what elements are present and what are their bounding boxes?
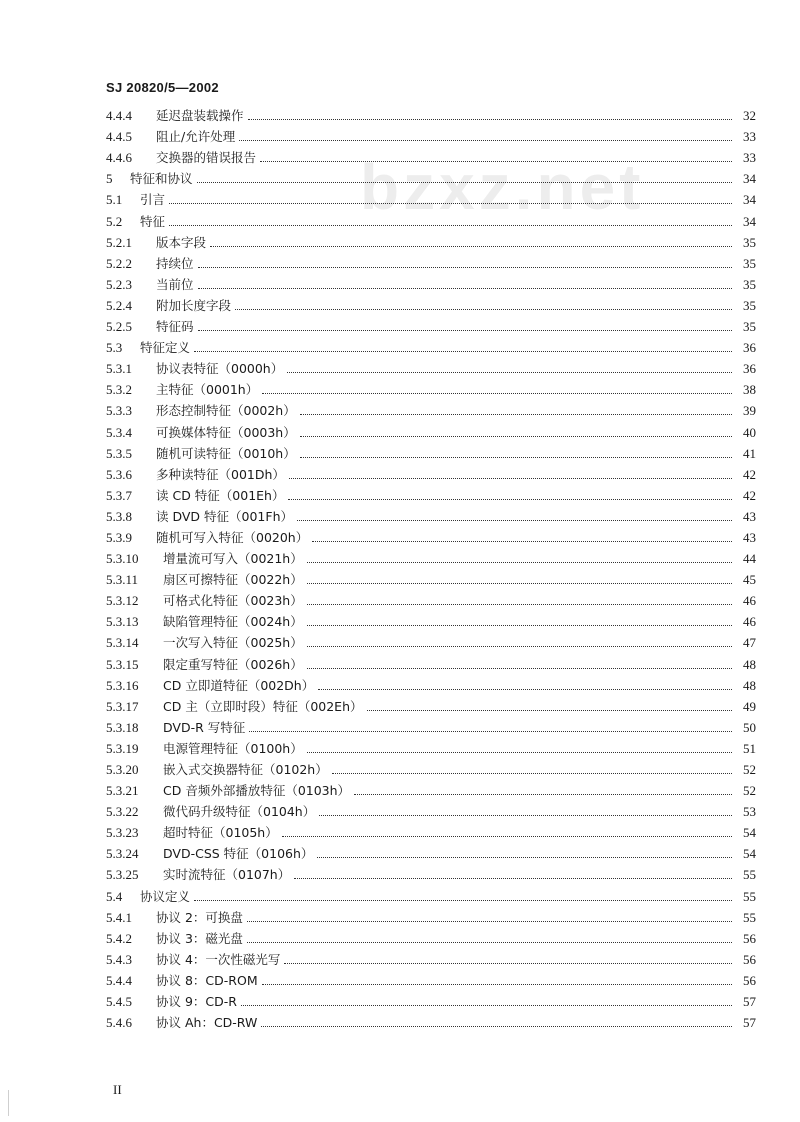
toc-entry-number: 5.2 [106, 213, 123, 229]
toc-entry-page: 48 [743, 677, 756, 693]
toc-entry-page: 55 [743, 888, 756, 904]
toc-entry-title: 版本字段 [156, 234, 207, 250]
toc-dot-leader [247, 942, 732, 943]
toc-entry[interactable] [106, 715, 756, 736]
toc-entry-number: 5.3.22 [106, 804, 139, 820]
toc-entry-page: 32 [743, 108, 756, 124]
toc-entry-number: 5.3.3 [106, 403, 132, 419]
toc-entry[interactable] [106, 694, 756, 715]
toc-dot-leader [318, 689, 732, 690]
toc-dot-leader [235, 309, 732, 310]
scan-edge-mark [8, 1090, 9, 1116]
toc-entry-title: 协议定义 [140, 888, 191, 904]
toc-dot-leader [289, 478, 732, 479]
toc-entry[interactable] [106, 546, 756, 567]
toc-entry-number: 5.3.2 [106, 382, 132, 398]
toc-entry-title: 主特征（0001h） [156, 382, 259, 398]
toc-dot-leader [210, 246, 732, 247]
toc-entry-number: 5.4 [106, 888, 123, 904]
toc-entry-page: 43 [743, 529, 756, 545]
toc-entry-title: 当前位 [156, 276, 194, 292]
toc-dot-leader [241, 1005, 732, 1006]
toc-entry-page: 56 [743, 972, 756, 988]
toc-dot-leader [319, 815, 732, 816]
toc-entry-title: 形态控制特征（0002h） [156, 403, 296, 419]
toc-entry-page: 52 [743, 762, 756, 777]
toc-entry-number: 5.3.9 [106, 529, 132, 545]
toc-entry[interactable] [106, 905, 756, 926]
toc-entry[interactable] [106, 398, 756, 419]
toc-entry[interactable] [106, 778, 756, 799]
toc-entry-number: 5.3.17 [106, 698, 139, 714]
toc-entry-page: 49 [743, 698, 756, 714]
toc-entry-number: 5.3.18 [106, 719, 139, 735]
toc-dot-leader [282, 836, 732, 837]
toc-entry-title: 实时流特征（0107h） [163, 867, 291, 883]
toc-entry-page: 44 [743, 551, 756, 567]
toc-entry[interactable] [106, 567, 756, 588]
toc-entry[interactable] [106, 757, 756, 778]
toc-dot-leader [239, 140, 732, 141]
toc-entry-page: 46 [743, 593, 756, 609]
toc-entry-title: 限定重写特征（0026h） [163, 656, 303, 672]
toc-entry[interactable] [106, 651, 756, 672]
toc-entry-title: 可换媒体特征（0003h） [156, 424, 296, 440]
toc-entry-title: 协议 3：磁光盘 [156, 930, 243, 946]
toc-entry[interactable] [106, 525, 756, 546]
toc-entry-page: 34 [743, 192, 756, 208]
toc-entry-title: 协议 9：CD-R [156, 994, 237, 1010]
toc-entry-title: 多种读特征（001Dh） [156, 466, 285, 482]
toc-entry-page: 48 [743, 656, 756, 672]
toc-entry[interactable] [106, 862, 756, 883]
toc-entry-title: 协议表特征（0000h） [156, 361, 284, 377]
toc-entry-number: 5.3.24 [106, 846, 139, 862]
toc-entry-number: 5.3.19 [106, 740, 139, 756]
toc-entry-page: 54 [743, 825, 756, 841]
toc-entry-title: 读 CD 特征（001Eh） [156, 487, 285, 503]
toc-entry-page: 41 [743, 445, 756, 461]
toc-entry-title: 微代码升级特征（0104h） [163, 804, 316, 820]
toc-entry[interactable] [106, 230, 756, 251]
toc-entry[interactable] [106, 926, 756, 947]
toc-dot-leader [300, 414, 732, 415]
toc-entry-number: 5.3.11 [106, 572, 139, 588]
toc-entry-number: 5.3.1 [106, 361, 132, 377]
toc-entry-title: 协议 4：一次性磁光写 [156, 951, 281, 967]
toc-entry-title: CD 立即道特征（002Dh） [163, 677, 315, 693]
toc-entry-title: 特征 [140, 213, 166, 229]
toc-entry-title: 超时特征（0105h） [163, 825, 278, 841]
toc-entry[interactable] [106, 272, 756, 293]
toc-dot-leader [284, 963, 732, 964]
toc-entry-number: 5.3.6 [106, 466, 132, 482]
toc-entry[interactable] [106, 187, 756, 208]
toc-entry[interactable] [106, 736, 756, 757]
toc-entry-page: 55 [743, 867, 756, 883]
toc-entry-page: 51 [743, 740, 756, 756]
toc-entry-number: 5.3.23 [106, 825, 139, 841]
toc-entry-page: 33 [743, 129, 756, 145]
toc-entry-title: 增量流可写入（0021h） [163, 551, 303, 567]
toc-dot-leader [248, 119, 732, 120]
toc-dot-leader [307, 752, 732, 753]
toc-entry[interactable] [106, 419, 756, 440]
toc-entry-title: 附加长度字段 [156, 297, 232, 313]
toc-dot-leader [307, 583, 732, 584]
toc-entry-number: 5.3.12 [106, 593, 139, 609]
toc-entry-page: 56 [743, 951, 756, 967]
toc-entry-number: 5.3.15 [106, 656, 139, 672]
toc-entry[interactable] [106, 293, 756, 314]
toc-entry-page: 54 [743, 846, 756, 862]
toc-entry-title: DVD-R 写特征 [163, 719, 246, 735]
toc-dot-leader [367, 710, 732, 711]
toc-entry-number: 5.3.20 [106, 762, 139, 777]
toc-entry-number: 5.4.2 [106, 930, 132, 946]
toc-entry-title: 特征码 [156, 319, 194, 335]
toc-entry-number: 5.2.1 [106, 234, 132, 250]
toc-entry-page: 34 [743, 171, 756, 187]
toc-entry-number: 4.4.4 [106, 108, 132, 124]
toc-entry-page: 57 [743, 1015, 756, 1031]
toc-entry-page: 35 [743, 297, 756, 313]
toc-entry-title: 协议 Ah：CD-RW [156, 1015, 258, 1031]
toc-entry[interactable] [106, 504, 756, 525]
toc-dot-leader [198, 288, 732, 289]
toc-entry-page: 42 [743, 466, 756, 482]
toc-dot-leader [260, 161, 732, 162]
toc-dot-leader [307, 604, 732, 605]
toc-entry-page: 45 [743, 572, 756, 588]
toc-dot-leader [354, 794, 732, 795]
toc-entry-title: 电源管理特征（0100h） [163, 740, 303, 756]
toc-entry[interactable] [106, 483, 756, 504]
toc-entry[interactable] [106, 314, 756, 335]
toc-entry-number: 5.4.3 [106, 951, 132, 967]
toc-entry-number: 5.2.5 [106, 319, 132, 335]
toc-entry-number: 5.3.13 [106, 614, 139, 630]
toc-entry[interactable] [106, 208, 756, 229]
toc-dot-leader [169, 203, 732, 204]
toc-entry-page: 46 [743, 614, 756, 630]
toc-entry[interactable] [106, 462, 756, 483]
toc-entry-title: 协议 8：CD-ROM [156, 972, 258, 988]
toc-entry[interactable] [106, 377, 756, 398]
toc-dot-leader [307, 668, 732, 669]
toc-entry-title: 读 DVD 特征（001Fh） [156, 508, 293, 524]
toc-entry-title: CD 主（立即时段）特征（002Eh） [163, 698, 363, 714]
toc-entry-page: 35 [743, 276, 756, 292]
toc-entry[interactable] [106, 820, 756, 841]
toc-entry-number: 5.2.4 [106, 297, 132, 313]
toc-entry-number: 5.1 [106, 192, 123, 208]
toc-dot-leader [312, 541, 732, 542]
toc-entry-number: 5.3.5 [106, 445, 132, 461]
toc-entry-page: 36 [743, 361, 756, 377]
toc-dot-leader [247, 921, 732, 922]
toc-dot-leader [261, 1026, 732, 1027]
toc-entry-page: 43 [743, 508, 756, 524]
toc-entry-number: 5.3.10 [106, 551, 139, 567]
toc-entry-number: 5.3.14 [106, 635, 139, 651]
toc-entry[interactable] [106, 145, 756, 166]
watermark: bzxz.net [360, 151, 645, 223]
toc-entry[interactable] [106, 166, 756, 187]
toc-entry[interactable] [106, 968, 756, 989]
toc-entry-number: 5.3.21 [106, 783, 139, 799]
toc-entry[interactable] [106, 883, 756, 904]
toc-entry[interactable] [106, 588, 756, 609]
toc-entry-page: 52 [743, 783, 756, 799]
toc-entry-number: 4.4.5 [106, 129, 132, 145]
toc-entry[interactable] [106, 989, 756, 1010]
toc-entry-title: 特征和协议 [130, 171, 193, 187]
toc-dot-leader [169, 225, 732, 226]
toc-entry[interactable] [106, 103, 756, 124]
toc-dot-leader [262, 393, 732, 394]
toc-entry[interactable] [106, 335, 756, 356]
toc-entry-number: 5 [106, 171, 113, 187]
toc-entry[interactable] [106, 947, 756, 968]
toc-entry-number: 5.3.16 [106, 677, 139, 693]
toc-dot-leader [198, 267, 732, 268]
toc-entry-number: 5.3.7 [106, 487, 132, 503]
toc-dot-leader [300, 457, 732, 458]
toc-entry[interactable] [106, 630, 756, 651]
toc-dot-leader [297, 520, 732, 521]
toc-entry-page: 33 [743, 150, 756, 166]
toc-entry-number: 5.3.4 [106, 424, 132, 440]
toc-entry-title: 嵌入式交换器特征（0102h） [163, 762, 328, 777]
toc-entry-page: 35 [743, 319, 756, 335]
toc-entry[interactable] [106, 673, 756, 694]
toc-dot-leader [300, 436, 732, 437]
toc-entry-number: 5.2.3 [106, 276, 132, 292]
toc-entry-title: 可格式化特征（0023h） [163, 593, 303, 609]
toc-entry-page: 42 [743, 487, 756, 503]
toc-entry-page: 57 [743, 994, 756, 1010]
toc-entry-number: 5.4.1 [106, 909, 132, 925]
toc-entry[interactable] [106, 1010, 756, 1031]
page-number: II [113, 1082, 122, 1097]
toc-entry-number: 5.2.2 [106, 255, 132, 271]
toc-entry-page: 34 [743, 213, 756, 229]
toc-entry-title: 随机可读特征（0010h） [156, 445, 296, 461]
toc-entry-title: DVD-CSS 特征（0106h） [163, 846, 314, 862]
table-of-contents [106, 103, 756, 1031]
toc-entry-number: 4.4.6 [106, 150, 132, 166]
toc-entry-title: 随机可写入特征（0020h） [156, 529, 309, 545]
toc-dot-leader [317, 857, 732, 858]
toc-entry-title: 一次写入特征（0025h） [163, 635, 303, 651]
toc-entry-page: 47 [743, 635, 756, 651]
toc-entry-page: 35 [743, 255, 756, 271]
toc-entry[interactable] [106, 609, 756, 630]
toc-dot-leader [262, 984, 732, 985]
toc-entry[interactable] [106, 841, 756, 862]
toc-entry-title: 扇区可擦特征（0022h） [163, 572, 303, 588]
toc-entry-number: 5.4.6 [106, 1015, 132, 1031]
toc-entry-title: 缺陷管理特征（0024h） [163, 614, 303, 630]
toc-entry-page: 53 [743, 804, 756, 820]
toc-dot-leader [307, 562, 732, 563]
toc-entry[interactable] [106, 124, 756, 145]
toc-dot-leader [307, 646, 732, 647]
toc-dot-leader [194, 351, 732, 352]
toc-entry-number: 5.4.5 [106, 994, 132, 1010]
toc-entry-title: 阻止/允许处理 [156, 129, 236, 145]
toc-entry-page: 55 [743, 909, 756, 925]
toc-dot-leader [197, 182, 732, 183]
toc-entry-page: 36 [743, 340, 756, 356]
toc-entry-number: 5.3.25 [106, 867, 139, 883]
toc-entry-title: CD 音频外部播放特征（0103h） [163, 783, 351, 799]
toc-dot-leader [249, 731, 732, 732]
toc-entry[interactable] [106, 799, 756, 820]
toc-entry-page: 39 [743, 403, 756, 419]
document-id: SJ 20820/5—2002 [106, 80, 219, 95]
toc-entry-title: 协议 2：可换盘 [156, 909, 243, 925]
toc-entry-title: 延迟盘装载操作 [156, 108, 244, 124]
toc-entry-title: 特征定义 [140, 340, 191, 356]
toc-entry-page: 56 [743, 930, 756, 946]
toc-entry-number: 5.3 [106, 340, 123, 356]
toc-entry[interactable] [106, 251, 756, 272]
toc-dot-leader [307, 625, 732, 626]
toc-entry-number: 5.3.8 [106, 508, 132, 524]
toc-dot-leader [194, 900, 732, 901]
toc-entry-page: 40 [743, 424, 756, 440]
toc-dot-leader [288, 499, 732, 500]
toc-entry-page: 35 [743, 234, 756, 250]
toc-entry-number: 5.4.4 [106, 972, 132, 988]
toc-entry[interactable] [106, 441, 756, 462]
toc-dot-leader [332, 773, 732, 774]
toc-entry-title: 持续位 [156, 255, 194, 271]
toc-dot-leader [294, 878, 732, 879]
toc-dot-leader [287, 372, 732, 373]
toc-dot-leader [198, 330, 732, 331]
toc-entry-title: 引言 [140, 192, 166, 208]
toc-entry[interactable] [106, 356, 756, 377]
toc-entry-page: 38 [743, 382, 756, 398]
toc-entry-page: 50 [743, 719, 756, 735]
toc-entry-title: 交换器的错误报告 [156, 150, 257, 166]
